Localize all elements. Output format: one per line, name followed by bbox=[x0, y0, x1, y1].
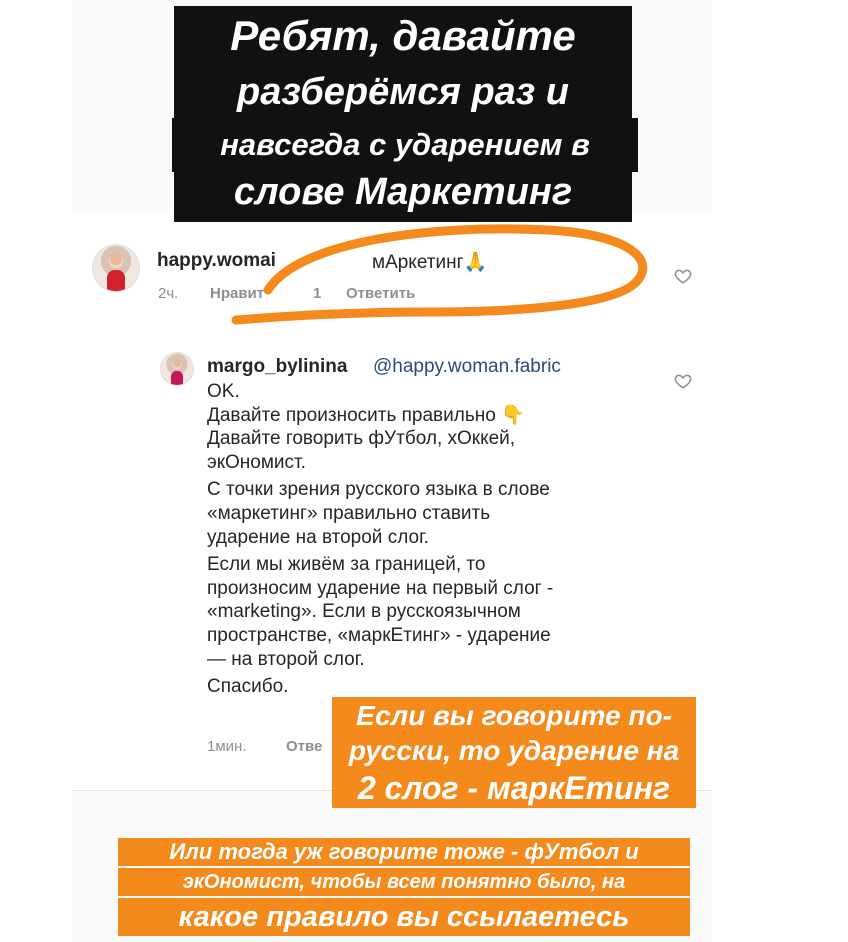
reply-body bbox=[207, 380, 553, 699]
caption-bottom-2: экОномист, чтобы всем понятно было, на bbox=[118, 868, 690, 896]
reply-line: экОномист. bbox=[207, 451, 306, 473]
caption-top-3-text: навсегда с ударением в bbox=[220, 126, 590, 162]
reply-line: ударение на второй слог. bbox=[207, 526, 429, 548]
comment-time: 2ч. bbox=[158, 285, 179, 302]
comment-reply-button[interactable]: Ответить bbox=[346, 285, 416, 302]
caption-bottom-1: Или тогда уж говорите тоже - фУтбол и bbox=[118, 838, 690, 866]
caption-top-2-text: разберёмся раз и bbox=[237, 71, 569, 113]
reply-mention[interactable]: @happy.woman.fabric bbox=[373, 356, 561, 377]
reply-line: Давайте говорить фУтбол, хОккей, bbox=[207, 428, 516, 450]
caption-bottom-3: какое правило вы ссылаетесь bbox=[118, 898, 690, 936]
comment-text: мАркетинг🙏 bbox=[372, 252, 488, 273]
likes-label: Нравит bbox=[210, 285, 265, 302]
avatar[interactable] bbox=[92, 244, 140, 292]
reply-line: «marketing». Если в русскоязычном bbox=[207, 601, 521, 623]
caption-top-2 bbox=[174, 62, 632, 124]
likes-count: 1 bbox=[313, 285, 322, 302]
reply-line: OK. bbox=[207, 381, 240, 402]
caption-top-1-text: Ребят, давайте bbox=[230, 12, 576, 59]
heart-icon[interactable] bbox=[674, 372, 692, 390]
caption-top-4 bbox=[174, 164, 632, 222]
reply-line: Спасибо. bbox=[207, 676, 289, 698]
reply-avatar[interactable] bbox=[160, 352, 194, 386]
caption-mid-2: русски, то ударение на bbox=[332, 733, 696, 769]
caption-mid-1: Если вы говорите по- bbox=[332, 697, 696, 735]
reply-line: «маркетинг» правильно ставить bbox=[207, 502, 491, 524]
reply-line: Давайте произносить правильно 👇 bbox=[207, 404, 525, 426]
reply-line: произносим ударение на первый слог - bbox=[207, 577, 554, 599]
reply-username[interactable]: margo_bylinina bbox=[207, 356, 348, 377]
reply-line: — на второй слог. bbox=[207, 648, 365, 670]
pray-emoji-icon: 🙏 bbox=[463, 252, 488, 273]
reply-line: С точки зрения русского языка в слове bbox=[207, 479, 550, 501]
reply-time: 1мин. bbox=[207, 738, 247, 755]
reply-reply-button[interactable]: Отве bbox=[286, 738, 323, 755]
comment-username[interactable]: happy.womai bbox=[157, 250, 276, 271]
caption-top-4-text: слове Маркетинг bbox=[233, 171, 573, 213]
reply-line: пространстве, «маркЕтинг» - ударение bbox=[207, 624, 551, 646]
caption-top-1 bbox=[174, 6, 632, 68]
comment-likes-button[interactable] bbox=[210, 285, 264, 302]
caption-mid-3: 2 слог - маркЕтинг bbox=[332, 768, 696, 808]
reply-line: Если мы живём за границей, то bbox=[207, 554, 486, 576]
heart-icon[interactable] bbox=[674, 267, 692, 285]
